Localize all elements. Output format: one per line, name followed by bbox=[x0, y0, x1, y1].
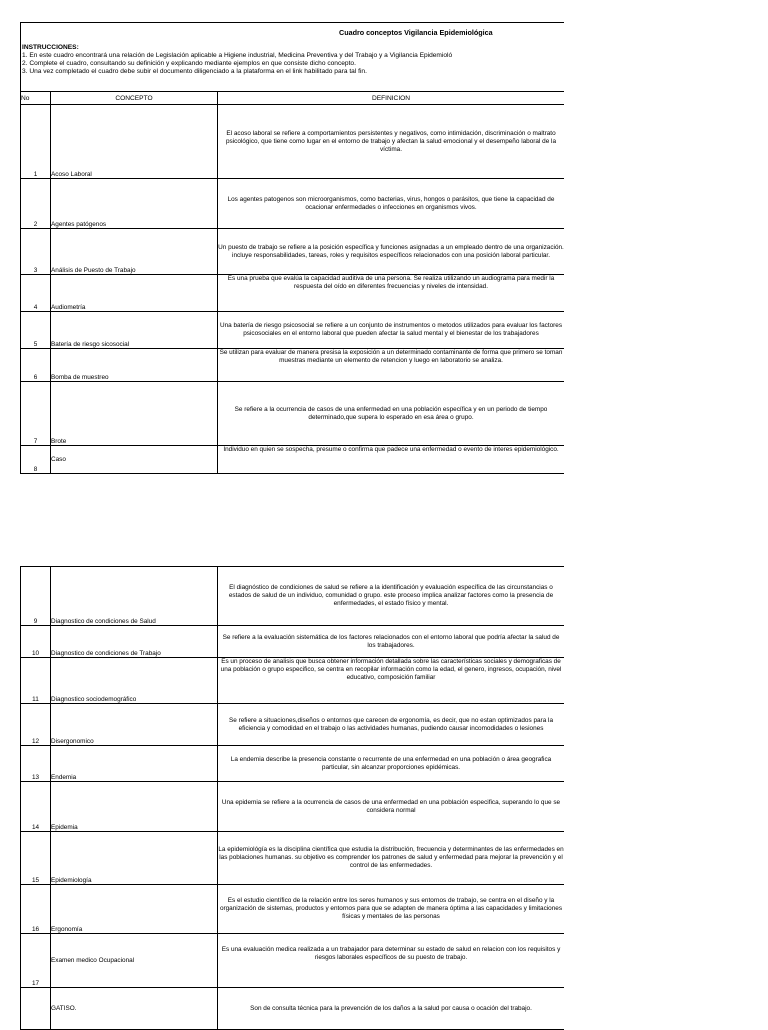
row-number: 2 bbox=[21, 179, 51, 229]
table-row bbox=[21, 832, 565, 885]
table-row bbox=[21, 229, 565, 275]
row-number: 9 bbox=[21, 567, 51, 626]
definition-cell[interactable]: Individuo en quien se sospecha, presume o confirma que padece una enfermedad o evento de interes epidemiológico. bbox=[218, 446, 565, 474]
concept-cell[interactable]: Bomba de muestreo bbox=[51, 349, 218, 382]
table-row bbox=[21, 446, 565, 474]
concept-cell[interactable]: Agentes patógenos bbox=[51, 179, 218, 229]
table-row bbox=[21, 658, 565, 704]
concept-cell[interactable]: Acoso Laboral bbox=[51, 105, 218, 179]
instructions-heading: INSTRUCCIONES: bbox=[22, 44, 79, 51]
row-number: 8 bbox=[21, 446, 51, 474]
instruction-line: 3. Una vez completado el cuadro debe subir el documento diligenciado a la plataforma en el link habilitado para tal fin. bbox=[22, 68, 367, 75]
definition-cell[interactable]: Es una evaluación medica realizada a un trabajador para determinar su estado de salud en relacion con los requisitos y riesgos laborales específicos de su puesto de trabajo. bbox=[218, 934, 565, 988]
definition-cell[interactable]: Una batería de riesgo psicosocial se refiere a un conjunto de instrumentos o metodos utilizados para evaluar los factores psicosociales en el entorno laboral que pueden afectar la salud mental y el bienestar de los trabajadores bbox=[218, 312, 565, 349]
concepts-table bbox=[20, 91, 564, 474]
row-number: 17 bbox=[21, 934, 51, 988]
definition-cell[interactable]: Una epidemia se refiere a la ocurrencia de casos de una enfermedad en una población especifica, superando lo que se considera normal bbox=[218, 782, 565, 832]
row-number: 16 bbox=[21, 885, 51, 934]
worksheet-bottom bbox=[20, 566, 564, 1030]
table-row bbox=[21, 626, 565, 658]
concept-cell[interactable]: Audiometría bbox=[51, 275, 218, 312]
definition-cell[interactable]: Se refiere a situaciones,diseños o entornos que carecen de ergonomía, es decir, que no estan optimizados para la eficiencia y comodidad en el trabajo o las actividades humanas, pudiendo causar incomodidades o lesiones bbox=[218, 704, 565, 746]
definition-cell[interactable]: El diagnóstico de condiciones de salud se refiere a la identificación y evaluación específica de las circunstancias o estados de salud de un individuo, comunidad o grupo. este proceso implica analizar factores como la presencia de enfermedades, el estado físico y mental. bbox=[218, 567, 565, 626]
document-title: Cuadro conceptos Vigilancia Epidemiológica bbox=[339, 28, 493, 37]
table-row bbox=[21, 312, 565, 349]
row-number: 6 bbox=[21, 349, 51, 382]
definition-cell[interactable]: Se refiere a la evaluación sistemática de los factores relacionados con el entorno laboral que podría afectar la salud de los trabajadores. bbox=[218, 626, 565, 658]
definition-cell[interactable]: Es el estudio científico de la relación entre los seres humanos y sus entornos de trabajo, se centra en el diseño y la organización de sistemas, productos y entornos para que se adapten de manera óptima a las capacidades y limitaciones físicas y mentales de las personas bbox=[218, 885, 565, 934]
column-header-no: No bbox=[21, 92, 51, 105]
row-number bbox=[21, 988, 51, 1030]
row-number: 11 bbox=[21, 658, 51, 704]
table-row bbox=[21, 782, 565, 832]
row-number: 5 bbox=[21, 312, 51, 349]
table-row bbox=[21, 988, 565, 1030]
row-number: 4 bbox=[21, 275, 51, 312]
table-row bbox=[21, 179, 565, 229]
table-row bbox=[21, 275, 565, 312]
concept-cell[interactable]: Examen medico Ocupacional bbox=[51, 934, 218, 988]
concept-cell[interactable]: Ergonomía bbox=[51, 885, 218, 934]
row-number: 1 bbox=[21, 105, 51, 179]
table-row bbox=[21, 567, 565, 626]
table-header-row bbox=[21, 92, 565, 105]
definition-cell[interactable]: Es un proceso de analisis que busca obtener información detallada sobre las características sociales y demograficas de una población o grupo especifico, se centra en recopilar información como la edad, el genero, ingresos, ocupación, nivel educativo, composición familiar bbox=[218, 658, 565, 704]
worksheet-top bbox=[20, 22, 564, 474]
table-row bbox=[21, 885, 565, 934]
row-number: 14 bbox=[21, 782, 51, 832]
definition-cell[interactable]: Se utilizan para evaluar de manera presisa la exposición a un determinado contaminante de forma que primero se toman muestras mediante un elemento de retencion y luego en laboratorio se analiza. bbox=[218, 349, 565, 382]
table-row bbox=[21, 105, 565, 179]
concept-cell[interactable]: Brote bbox=[51, 382, 218, 446]
row-number: 12 bbox=[21, 704, 51, 746]
concept-cell[interactable]: Epidemia bbox=[51, 782, 218, 832]
concept-cell[interactable]: Disergonomico bbox=[51, 704, 218, 746]
instruction-line: 2. Complete el cuadro, consultando su definición y explicando mediante ejemplos en que consiste dicho concepto. bbox=[22, 60, 356, 67]
definition-cell[interactable]: Un puesto de trabajo se refiere a la posición específica y funciones asignadas a un empleado dentro de una organización. incluye responsabilidades, tareas, roles y requisitos específicos relacionados con una posición laboral particular. bbox=[218, 229, 565, 275]
definition-cell[interactable]: Los agentes patogenos son microorganismos, como bacterias, virus, hongos o parásitos, que tiene la capacidad de ocacionar enfermedades o infecciones en organismos vivos. bbox=[218, 179, 565, 229]
instruction-line: 1. En este cuadro encontrará una relación de Legislación aplicable a Higiene industrial, Medicina Preventiva y del Trabajo y a Vigilancia Epidemioló bbox=[22, 52, 453, 59]
concept-cell[interactable]: Diagnostico de condiciones de Trabajo bbox=[51, 626, 218, 658]
row-number: 13 bbox=[21, 746, 51, 782]
title-row bbox=[20, 22, 564, 42]
definition-cell[interactable]: Son de consulta técnica para la prevención de los daños a la salud por causa o ocación del trabajo. bbox=[218, 988, 565, 1030]
table-row bbox=[21, 382, 565, 446]
concept-cell[interactable]: Diagnostico de condiciones de Salud bbox=[51, 567, 218, 626]
table-row bbox=[21, 934, 565, 988]
row-number: 7 bbox=[21, 382, 51, 446]
concept-cell[interactable]: Batería de riesgo sicosocial bbox=[51, 312, 218, 349]
row-number: 10 bbox=[21, 626, 51, 658]
concept-cell[interactable]: Epidemiología bbox=[51, 832, 218, 885]
column-header-concept: CONCEPTO bbox=[51, 92, 218, 105]
table-row bbox=[21, 746, 565, 782]
definition-cell[interactable]: La epidemiológía es la disciplina científica que estudia la distribución, frecuencia y determinantes de las enfermedades en las poblaciones humanas. su objetivo es comprender los patrones de salud y enfermedad para mejorar la prevención y el control de las enfermedades. bbox=[218, 832, 565, 885]
concept-cell[interactable]: GATISO. bbox=[51, 988, 218, 1030]
definition-cell[interactable]: La endemia describe la presencia constante o recurrente de una enfermedad en una población o área geografica particular, sin alcanzar proporciones epidémicas. bbox=[218, 746, 565, 782]
column-header-definition: DEFINICION bbox=[218, 92, 565, 105]
concept-cell[interactable]: Análisis de Puesto de Trabajo bbox=[51, 229, 218, 275]
definition-cell[interactable]: Se refiere a la ocurrencia de casos de una enfermedad en una población específica y en un periodo de tiempo determinado,que supera lo esperado en esa área o grupo. bbox=[218, 382, 565, 446]
row-number: 15 bbox=[21, 832, 51, 885]
concepts-table-continued bbox=[20, 566, 564, 1030]
table-row bbox=[21, 349, 565, 382]
row-number: 3 bbox=[21, 229, 51, 275]
definition-cell[interactable]: Es una prueba que evalúa la capacidad auditiva de una persona. Se realiza utilizando un audiograma para medir la respuesta del oído en diferentes frecuencias y niveles de intensidad. bbox=[218, 275, 565, 312]
concept-cell[interactable]: Diagnostico sociodemográfico bbox=[51, 658, 218, 704]
instructions-block bbox=[20, 42, 564, 91]
definition-cell[interactable]: El acoso laboral se refiere a comportamientos persistentes y negativos, como intimidación, discriminación o maltrato psicológico, que tiene como lugar en el entorno de trabajo y afectan la salud emocional y el desempeño laboral de la víctima. bbox=[218, 105, 565, 179]
table-row bbox=[21, 704, 565, 746]
concept-cell[interactable]: Caso bbox=[51, 446, 218, 474]
concept-cell[interactable]: Endemia bbox=[51, 746, 218, 782]
